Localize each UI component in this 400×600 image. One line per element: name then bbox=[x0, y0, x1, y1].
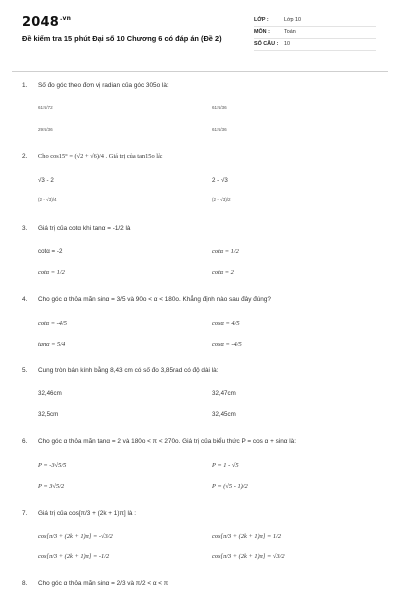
question-text: Cho cos15° = (√2 + √6)/4 . Giá trị của tan15o là: bbox=[38, 153, 163, 160]
question-number: 7. bbox=[22, 510, 28, 517]
meta-row-count bbox=[254, 39, 376, 51]
question-number: 8. bbox=[22, 580, 28, 587]
option-c[interactable]: 32,5cm bbox=[38, 411, 59, 418]
question-text: Cho góc α thỏa mãn sinα = 2/3 và π/2 < α < π bbox=[38, 580, 169, 587]
meta-key: MÔN : bbox=[254, 29, 270, 35]
option-b[interactable]: cosα = 4/5 bbox=[212, 320, 240, 327]
question-number: 1. bbox=[22, 82, 28, 89]
option-b[interactable]: 2 - √3 bbox=[212, 177, 228, 184]
question-text: Giá trị của cotα khi tanα = -1/2 là bbox=[38, 225, 131, 232]
question-number: 3. bbox=[22, 225, 28, 232]
meta-row-class bbox=[254, 15, 376, 27]
header-divider bbox=[12, 71, 388, 72]
option-a[interactable]: 32,46cm bbox=[38, 390, 62, 397]
question-number: 4. bbox=[22, 296, 28, 303]
option-b[interactable]: cotα = 1/2 bbox=[212, 248, 239, 255]
option-c[interactable]: cotα = 1/2 bbox=[38, 269, 65, 276]
page-header bbox=[0, 0, 400, 62]
option-d[interactable]: cos[π/3 + (2k + 1)π] = √3/2 bbox=[212, 553, 285, 560]
option-b[interactable]: 61π/36 bbox=[212, 105, 227, 110]
option-a[interactable]: cos[π/3 + (2k + 1)π] = -√3/2 bbox=[38, 533, 113, 540]
option-d[interactable]: 32,45cm bbox=[212, 411, 236, 418]
option-b[interactable]: P = 1 - √5 bbox=[212, 462, 239, 469]
option-d[interactable]: cosα = -4/5 bbox=[212, 341, 242, 348]
question-number: 6. bbox=[22, 438, 28, 445]
option-a[interactable]: 61π/72 bbox=[38, 105, 53, 110]
logo-suffix: .vn bbox=[59, 15, 72, 22]
question-text: Số đo góc theo đơn vị radian của góc 305o là: bbox=[38, 82, 169, 89]
question-text: Giá trị của cos[π/3 + (2k + 1)π] là : bbox=[38, 510, 136, 517]
meta-key: SỐ CÂU : bbox=[254, 41, 279, 47]
option-b[interactable]: cos[π/3 + (2k + 1)π] = 1/2 bbox=[212, 533, 282, 540]
option-a[interactable]: cotα = -4/5 bbox=[38, 320, 67, 327]
exam-meta bbox=[254, 15, 376, 51]
option-a[interactable]: √3 - 2 bbox=[38, 177, 54, 184]
question-number: 5. bbox=[22, 367, 28, 374]
meta-row-subject bbox=[254, 27, 376, 39]
meta-key: LỚP : bbox=[254, 17, 269, 23]
option-c[interactable]: cos[π/3 + (2k + 1)π] = -1/2 bbox=[38, 553, 110, 560]
option-c[interactable]: (2 - √3)/4 bbox=[38, 197, 57, 202]
logo-text: 2048 bbox=[22, 15, 59, 30]
page-title: Đề kiểm tra 15 phút Đại số 10 Chương 6 có đáp án (Đề 2) bbox=[22, 34, 222, 43]
option-b[interactable]: 32,47cm bbox=[212, 390, 236, 397]
option-a[interactable]: P = -3√5/5 bbox=[38, 462, 67, 469]
option-d[interactable]: (2 - √3)/2 bbox=[212, 197, 231, 202]
meta-value: 10 bbox=[284, 41, 290, 47]
option-d[interactable]: P = (√5 - 1)/2 bbox=[212, 483, 248, 490]
option-c[interactable]: tanα = 5/4 bbox=[38, 341, 66, 348]
option-c[interactable]: P = 3√5/2 bbox=[38, 483, 65, 490]
site-logo[interactable] bbox=[22, 15, 71, 30]
option-c[interactable]: 29π/36 bbox=[38, 127, 53, 132]
option-d[interactable]: 61π/36 bbox=[212, 127, 227, 132]
option-d[interactable]: cotα = 2 bbox=[212, 269, 234, 276]
meta-value: Lớp 10 bbox=[284, 17, 302, 23]
option-a[interactable]: cotα = -2 bbox=[38, 248, 63, 255]
question-number: 2. bbox=[22, 153, 28, 160]
question-text: Cung tròn bán kính bằng 8,43 cm có số đo 3,85rad có độ dài là: bbox=[38, 367, 219, 374]
question-text: Cho góc α thỏa mãn sinα = 3/5 và 90o < α < 180o. Khẳng định nào sau đây đúng? bbox=[38, 296, 271, 303]
question-text: Cho góc α thỏa mãn tanα = 2 và 180o < π < 270o. Giá trị của biểu thức P = cos α + sinα là: bbox=[38, 438, 296, 445]
meta-value: Toán bbox=[284, 29, 296, 35]
